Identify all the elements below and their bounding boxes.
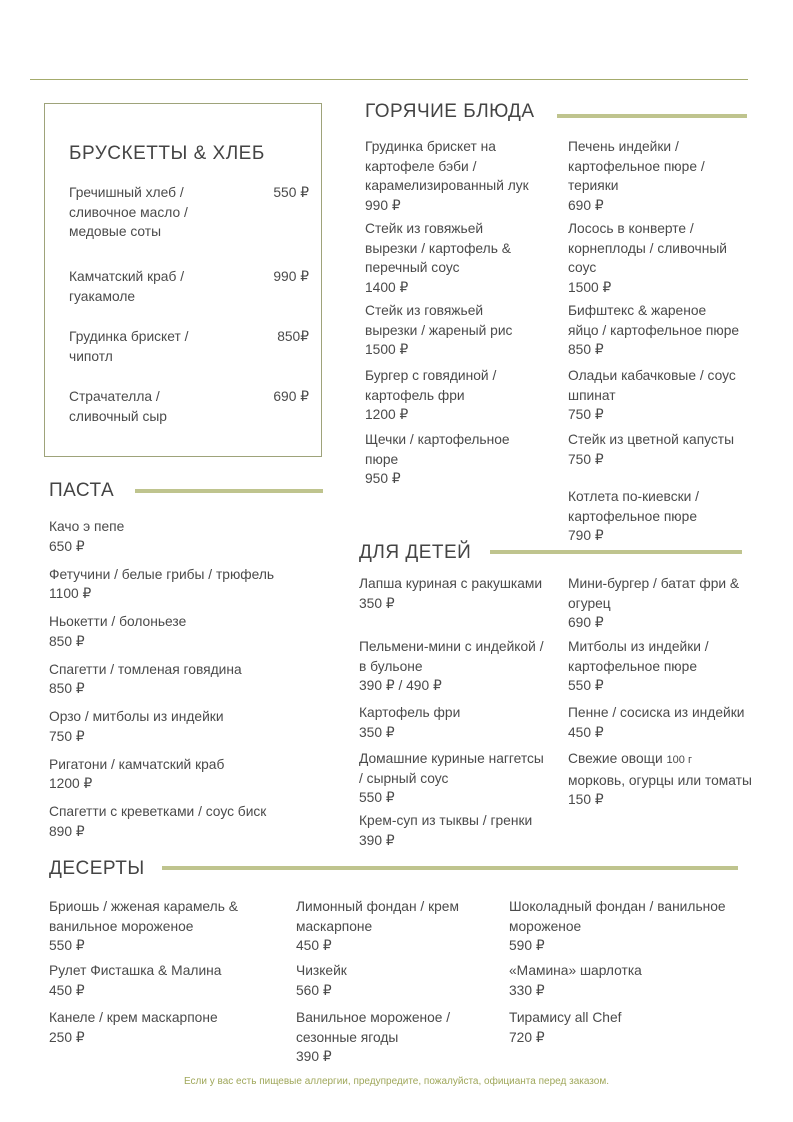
menu-item [568, 749, 783, 810]
bruschetta-item-name: Камчатский краб / гуакамоле [69, 269, 185, 304]
item-price: 1500 ₽ [568, 279, 612, 295]
item-name [568, 749, 783, 771]
item-price: 750 ₽ [49, 728, 85, 744]
item-name: Митболы из индейки / картофельное пюре [568, 639, 709, 674]
item-name: Печень индейки / картофельное пюре / терияки [568, 139, 705, 193]
item-price: 750 ₽ [568, 407, 604, 422]
item-name: Лосось в конверте / корнеплоды / сливочный соус [568, 221, 727, 275]
kids-left-column [359, 574, 564, 850]
item-price: 650 ₽ [49, 538, 85, 554]
top-divider [30, 79, 748, 80]
menu-item [365, 219, 560, 301]
item-name: Качо э пепе [49, 519, 125, 534]
item-price: 390 ₽ [359, 832, 395, 848]
desserts-column-2 [296, 897, 501, 1067]
item-name: Стейк из говяжьей вырезки / жареный рис [365, 303, 513, 338]
item-price: 550 ₽ [359, 790, 395, 805]
menu-item [359, 703, 564, 749]
pasta-title: ПАСТА [49, 480, 115, 501]
hot-right-column [568, 137, 768, 546]
item-name: Ригатони / камчатский краб [49, 756, 225, 772]
bruschetta-item-name: Грудинка брискет / чипотл [69, 329, 189, 364]
item-name: Мини-бургер / батат фри & огурец [568, 576, 740, 611]
item-name: Стейк из цветной капусты [568, 432, 735, 447]
menu-item [568, 366, 768, 430]
item-name: Пельмени-мини с индейкой / в бульоне [359, 639, 544, 674]
menu-item [568, 301, 768, 366]
desserts-column-1 [49, 897, 289, 1047]
menu-item [49, 961, 289, 1008]
kids-title-bar [490, 550, 742, 554]
item-price: 750 ₽ [568, 451, 604, 467]
item-name: Оладьи кабачковые / соус шпинат [568, 368, 736, 403]
item-price: 350 ₽ [359, 724, 395, 740]
item-name: Котлета по-киевски / картофельное пюре [568, 489, 699, 524]
item-price: 250 ₽ [49, 1029, 85, 1045]
item-price: 1200 ₽ [49, 776, 93, 791]
bruschetta-item-price: 690 ₽ [273, 389, 309, 404]
item-price: 450 ₽ [49, 982, 85, 998]
menu-item [359, 637, 564, 703]
item-name: Пенне / сосиска из индейки [568, 705, 745, 720]
item-price: 560 ₽ [296, 982, 332, 998]
menu-item [365, 301, 560, 366]
menu-item [49, 517, 339, 565]
menu-item [49, 802, 339, 841]
item-name: Лапша куриная с ракушками [359, 576, 543, 591]
bruschetta-item-price: 550 ₽ [273, 185, 309, 200]
item-name: Бриошь / жженая карамель & ванильное мороженое [49, 899, 238, 934]
bruschetta-title: БРУСКЕТТЫ & ХЛЕБ [69, 143, 265, 164]
item-price: 330 ₽ [509, 982, 545, 998]
item-price: 150 ₽ [568, 792, 604, 807]
bruschetta-item-name: Гречишный хлеб / сливочное масло / медовые соты [69, 185, 188, 239]
item-price: 890 ₽ [49, 823, 85, 839]
item-price: 850 ₽ [49, 681, 85, 696]
menu-item [365, 430, 560, 489]
bruschetta-item-name: Страчателла / сливочный сыр [69, 389, 167, 424]
item-price: 1200 ₽ [365, 407, 409, 422]
menu-item [568, 703, 783, 749]
item-price: 690 ₽ [568, 615, 604, 630]
item-price: 590 ₽ [509, 938, 545, 953]
menu-item [568, 219, 768, 301]
menu-item [359, 749, 564, 811]
item-name: Рулет Фисташка & Малина [49, 963, 222, 978]
menu-item [509, 961, 779, 1008]
menu-item [296, 897, 501, 961]
item-price: 390 ₽ / 490 ₽ [359, 678, 442, 693]
menu-item [359, 811, 564, 850]
kids-right-column [568, 574, 783, 810]
menu-item [49, 897, 289, 961]
desserts-title: ДЕСЕРТЫ [49, 858, 145, 879]
hot-title-bar [557, 114, 747, 118]
item-name: Ванильное мороженое / сезонные ягоды [296, 1010, 451, 1045]
menu-item [296, 1008, 501, 1067]
item-name: Тирамису all Chef [509, 1010, 622, 1025]
item-price: 950 ₽ [365, 471, 401, 486]
item-price: 550 ₽ [568, 678, 604, 693]
item-price: 550 ₽ [49, 938, 85, 953]
menu-item [359, 574, 564, 637]
item-price: 450 ₽ [568, 724, 604, 740]
menu-item [568, 574, 783, 637]
menu-item [49, 660, 339, 708]
item-name: Грудинка брискет на картофеле бэби / карамелизированный лук [365, 139, 529, 193]
item-price: 1100 ₽ [49, 586, 92, 601]
item-name: Бургер с говядиной / картофель фри [365, 368, 497, 403]
pasta-title-bar [135, 489, 323, 493]
item-name: Крем-суп из тыквы / гренки [359, 813, 533, 828]
menu-item [365, 366, 560, 430]
item-price: 350 ₽ [359, 595, 395, 611]
item-price: 390 ₽ [296, 1049, 332, 1064]
item-price: 1500 ₽ [365, 342, 409, 357]
desserts-title-bar [162, 866, 738, 870]
menu-item [568, 430, 768, 487]
item-price: 690 ₽ [568, 197, 604, 213]
allergy-note: Если у вас есть пищевые аллергии, предупредите, пожалуйста, официанта перед заказом. [183, 1076, 609, 1087]
menu-item [49, 707, 339, 755]
item-name: «Мамина» шарлотка [509, 963, 642, 978]
menu-item [365, 137, 560, 219]
pasta-list [49, 517, 339, 841]
item-price: 450 ₽ [296, 938, 332, 953]
item-price: 720 ₽ [509, 1029, 545, 1045]
bruschetta-item-price: 990 ₽ [273, 269, 309, 284]
item-name: Домашние куриные наггетсы / сырный соус [359, 751, 544, 786]
item-price: 990 ₽ [365, 197, 401, 213]
item-price: 850 ₽ [568, 342, 604, 357]
menu-item [568, 137, 768, 219]
item-name: Орзо / митболы из индейки [49, 709, 224, 724]
item-name: Стейк из говяжьей вырезки / картофель & перечный соус [365, 221, 511, 275]
menu-item [509, 1008, 779, 1047]
menu-item [568, 637, 783, 703]
desserts-column-3 [509, 897, 779, 1047]
menu-item [49, 1008, 289, 1047]
item-name: Фетучини / белые грибы / трюфель [49, 566, 275, 582]
menu-item [509, 897, 779, 961]
hot-left-column [365, 137, 560, 489]
hot-title: ГОРЯЧИЕ БЛЮДА [365, 101, 535, 122]
bruschetta-item-price: 850₽ [277, 329, 309, 344]
item-price: 850 ₽ [49, 633, 85, 649]
item-name: Щечки / картофельное пюре [365, 432, 510, 467]
item-name: Шоколадный фондан / ванильное мороженое [509, 899, 726, 934]
menu-item [49, 612, 339, 660]
item-name: Лимонный фондан / крем маскарпоне [296, 899, 459, 934]
item-name: Бифштекс & жареное яйцо / картофельное пюре [568, 303, 740, 338]
item-name: Ньокетти / болоньезе [49, 614, 187, 629]
item-name-main: Свежие овощи [568, 751, 663, 766]
item-price: 790 ₽ [568, 528, 604, 543]
menu-item [49, 755, 339, 803]
kids-title: ДЛЯ ДЕТЕЙ [359, 542, 472, 563]
item-price: 1400 ₽ [365, 279, 409, 295]
item-name: Канеле / крем маскарпоне [49, 1010, 218, 1025]
item-name: Картофель фри [359, 705, 461, 720]
item-name: Чизкейк [296, 963, 347, 978]
menu-item [296, 961, 501, 1008]
item-name: Спагетти / томленая говядина [49, 661, 242, 677]
menu-item [49, 565, 339, 613]
item-weight: 100 г [666, 754, 692, 766]
item-description: морковь, огурцы или томаты [568, 772, 752, 788]
menu-item [568, 487, 768, 546]
item-name: Спагетти с креветками / соус биск [49, 804, 267, 819]
